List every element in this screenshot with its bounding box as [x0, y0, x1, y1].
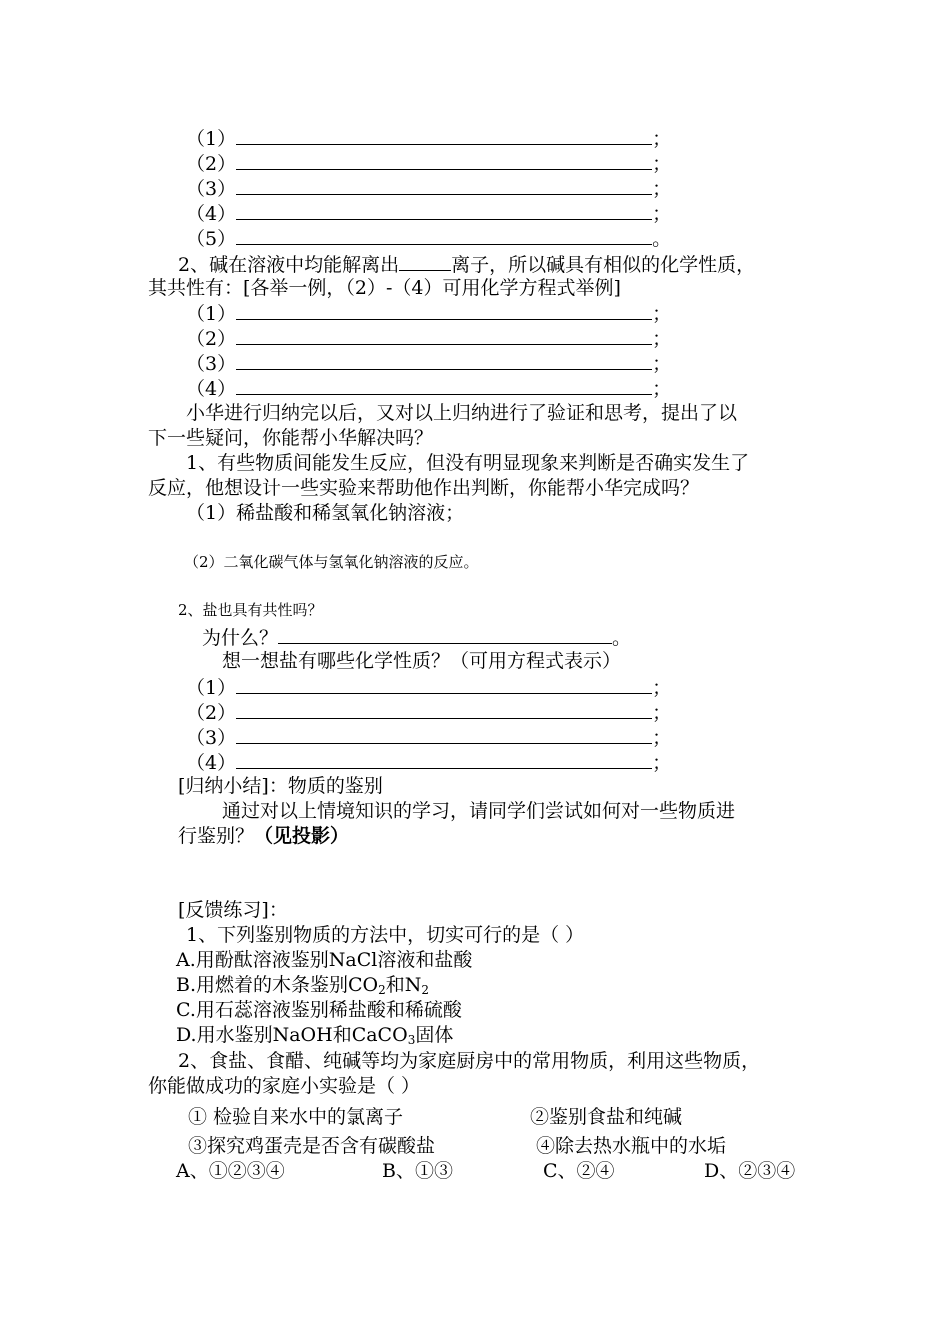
why-end: 。: [612, 627, 632, 649]
feedback-q1-option-b: [176, 973, 429, 997]
option-text: B.用燃着的木条鉴别CO: [176, 974, 379, 996]
subscript: 2: [421, 983, 430, 997]
xiaohua-q1-line1: 1、有些物质间能发生反应，但没有明显现象来判断是否确实发生了: [186, 452, 750, 474]
option-text: 固体: [415, 1024, 454, 1046]
xiaohua-q1-part2: （2）二氧化碳气体与氢氧化钠溶液的反应。: [184, 553, 479, 571]
feedback-q2-choice-3: ③探究鸡蛋壳是否含有碳酸盐: [188, 1135, 436, 1157]
item-number: （4）: [186, 203, 237, 225]
why-blank[interactable]: [278, 624, 612, 644]
salt-item-4: [186, 749, 671, 775]
item-end: ；: [652, 178, 672, 200]
ion-blank[interactable]: [399, 251, 451, 271]
item-number: （2）: [186, 702, 237, 724]
item-end: ；: [652, 328, 672, 350]
item-end: ；: [652, 128, 672, 150]
section2-item-4: [186, 375, 671, 401]
section1-item-3: [186, 175, 671, 201]
item-end: ；: [652, 702, 672, 724]
item-number: （4）: [186, 378, 237, 400]
item-number: （3）: [186, 178, 237, 200]
item-number: （1）: [186, 128, 237, 150]
answer-blank[interactable]: [236, 724, 652, 744]
xiaohua-paragraph-line1: 小华进行归纳完以后，又对以上归纳进行了验证和思考，提出了以: [186, 402, 738, 424]
xiaohua-q1-line2: 反应，他想设计一些实验来帮助他作出判断，你能帮小华完成吗？: [148, 477, 700, 499]
item-number: （1）: [186, 303, 237, 325]
answer-blank[interactable]: [236, 175, 652, 195]
feedback-q2-choice-2: ②鉴别食盐和纯碱: [530, 1106, 683, 1128]
feedback-q1-option-d: [176, 1023, 453, 1047]
feedback-title: [反馈练习]：: [178, 899, 288, 921]
item-number: （2）: [186, 153, 237, 175]
item-end: 。: [652, 228, 672, 250]
section2-item-2: [186, 325, 671, 351]
answer-blank[interactable]: [236, 749, 652, 769]
feedback-q2-line2: 你能做成功的家庭小实验是（ ）: [148, 1075, 421, 1097]
item-number: （3）: [186, 727, 237, 749]
answer-blank[interactable]: [236, 125, 652, 145]
salt-item-3: [186, 724, 671, 750]
subscript: 2: [378, 983, 386, 997]
feedback-q2-answer-d: D、②③④: [704, 1160, 796, 1182]
feedback-q1: 1、下列鉴别物质的方法中，切实可行的是（ ）: [186, 924, 585, 946]
xiaohua-paragraph-line2: 下一些疑问，你能帮小华解决吗？: [148, 427, 434, 449]
section2-question: [178, 251, 755, 277]
think-line: 想一想盐有哪些化学性质？（可用方程式表示）: [222, 650, 622, 672]
item-number: （5）: [186, 228, 237, 250]
item-number: （1）: [186, 677, 237, 699]
summary-text: 行鉴别？: [178, 825, 255, 847]
xiaohua-q2: 2、盐也具有共性吗？: [178, 601, 323, 619]
item-end: ；: [652, 353, 672, 375]
section1-item-1: [186, 125, 671, 151]
section1-item-2: [186, 150, 671, 176]
item-number: （2）: [186, 328, 237, 350]
feedback-q1-option-c: C.用石蕊溶液鉴别稀盐酸和稀硫酸: [176, 999, 462, 1021]
item-end: ；: [652, 153, 672, 175]
answer-blank[interactable]: [236, 699, 652, 719]
feedback-q2-answer-b: B、①③: [382, 1160, 453, 1182]
item-end: ；: [652, 378, 672, 400]
summary-title: [归纳小结]：物质的鉴别: [178, 775, 383, 797]
summary-line2: [178, 824, 349, 848]
question-text: 离子，所以碱具有相似的化学性质，: [451, 254, 756, 276]
answer-blank[interactable]: [236, 300, 652, 320]
feedback-q2-choice-4: ④除去热水瓶中的水垢: [536, 1135, 727, 1157]
item-end: ；: [652, 303, 672, 325]
item-end: ；: [652, 203, 672, 225]
answer-blank[interactable]: [236, 150, 652, 170]
summary-line1: 通过对以上情境知识的学习，请同学们尝试如何对一些物质进: [222, 800, 736, 822]
question-text: 2、碱在溶液中均能解离出: [178, 254, 400, 276]
salt-item-1: [186, 674, 671, 700]
summary-bold-note: （见投影）: [254, 825, 350, 847]
feedback-q2-answer-c: C、②④: [543, 1160, 615, 1182]
section2-item-3: [186, 350, 671, 376]
answer-blank[interactable]: [236, 225, 652, 245]
feedback-q2-answer-a: A、①②③④: [176, 1160, 285, 1182]
feedback-q1-option-a: A.用酚酞溶液鉴别NaCl溶液和盐酸: [176, 949, 473, 971]
item-number: （3）: [186, 353, 237, 375]
answer-blank[interactable]: [236, 200, 652, 220]
feedback-q2-line1: 2、食盐、食醋、纯碱等均为家庭厨房中的常用物质，利用这些物质，: [178, 1050, 761, 1072]
why-line: [202, 624, 631, 650]
item-number: （4）: [186, 752, 237, 774]
answer-blank[interactable]: [236, 674, 652, 694]
xiaohua-q1-part1: （1）稀盐酸和稀氢氧化钠溶液；: [186, 502, 465, 524]
section2-item-1: [186, 300, 671, 326]
section1-item-5: [186, 225, 671, 251]
answer-blank[interactable]: [236, 375, 652, 395]
answer-blank[interactable]: [236, 350, 652, 370]
item-end: ；: [652, 727, 672, 749]
section2-question-line2: 其共性有：[各举一例，（2）-（4）可用化学方程式举例]: [148, 277, 621, 299]
answer-blank[interactable]: [236, 325, 652, 345]
item-end: ；: [652, 752, 672, 774]
salt-item-2: [186, 699, 671, 725]
option-text: D.用水鉴别NaOH和CaCO: [176, 1024, 408, 1046]
section1-item-4: [186, 200, 671, 226]
subscript: 3: [407, 1033, 416, 1047]
option-text: 和N: [385, 974, 422, 996]
feedback-q2-choice-1: ① 检验自来水中的氯离子: [188, 1106, 404, 1128]
why-label: 为什么？: [202, 627, 279, 649]
item-end: ；: [652, 677, 672, 699]
